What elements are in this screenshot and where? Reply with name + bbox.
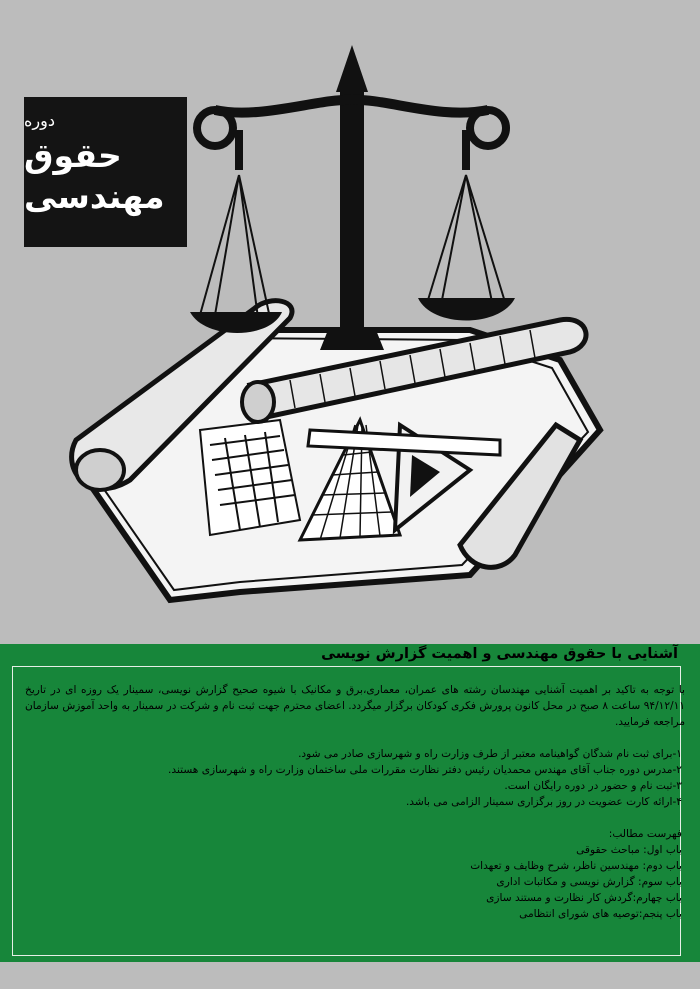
list-item: باب چهارم:گردش کار نظارت و مستند سازی: [486, 892, 682, 904]
list-item: ۳-ثبت نام و حضور در دوره رایگان است.: [504, 780, 682, 792]
list-item: باب اول: مباحث حقوقی: [576, 844, 682, 856]
course-title-box: [24, 97, 187, 247]
course-title-line1: حقوق: [24, 136, 122, 175]
list-item: ۴-ارائه کارت عضویت در روز برگزاری سمینار الزامی می باشد.: [405, 796, 682, 808]
list-item: ۱-برای ثبت نام شدگان گواهینامه معتبر از طرف وزارت راه و شهرسازی صادر می شود.: [298, 748, 682, 760]
course-title-line2: مهندسی: [24, 177, 165, 216]
bottom-margin: [0, 962, 700, 989]
list-item: باب دوم: مهندسین ناظر، شرح وظایف و تعهدات: [470, 860, 682, 872]
intro-paragraph: با توجه به تاکید بر اهمیت آشنایی مهندسان رشته های عمران، معماری،برق و مکانیک با شیوه صحیح گزارش نویسی، سمینار یک روزه ای در تاریخ ۹۴/۱۲/۱۱ ساعت ۸ صبح در محل کانون پرورش فکری کودکان برگزار میگردد. اعضای محترم جهت ثبت نام و شرکت در سمینار به واحد آموزش سازمان مراجعه فرمایید.: [25, 684, 685, 728]
list-item: ۲-مدرس دوره جناب آقای مهندس محمدیان رئیس دفتر نظارت مقررات ملی ساختمان وزارت راه و شهرسازی هستند.: [168, 764, 682, 776]
table-of-contents: [470, 826, 682, 922]
toc-title: فهرست مطالب:: [608, 828, 682, 840]
list-item: باب سوم: گزارش نویسی و مکاتبات اداری: [496, 876, 682, 888]
notes-list: [168, 746, 682, 810]
info-panel: [0, 644, 700, 962]
list-item: باب پنجم:توصیه های شورای انتظامی: [519, 908, 682, 920]
panel-headline: آشنایی با حقوق مهندسی و اهمیت گزارش نویسی: [321, 646, 678, 662]
course-label: دوره: [24, 111, 55, 130]
